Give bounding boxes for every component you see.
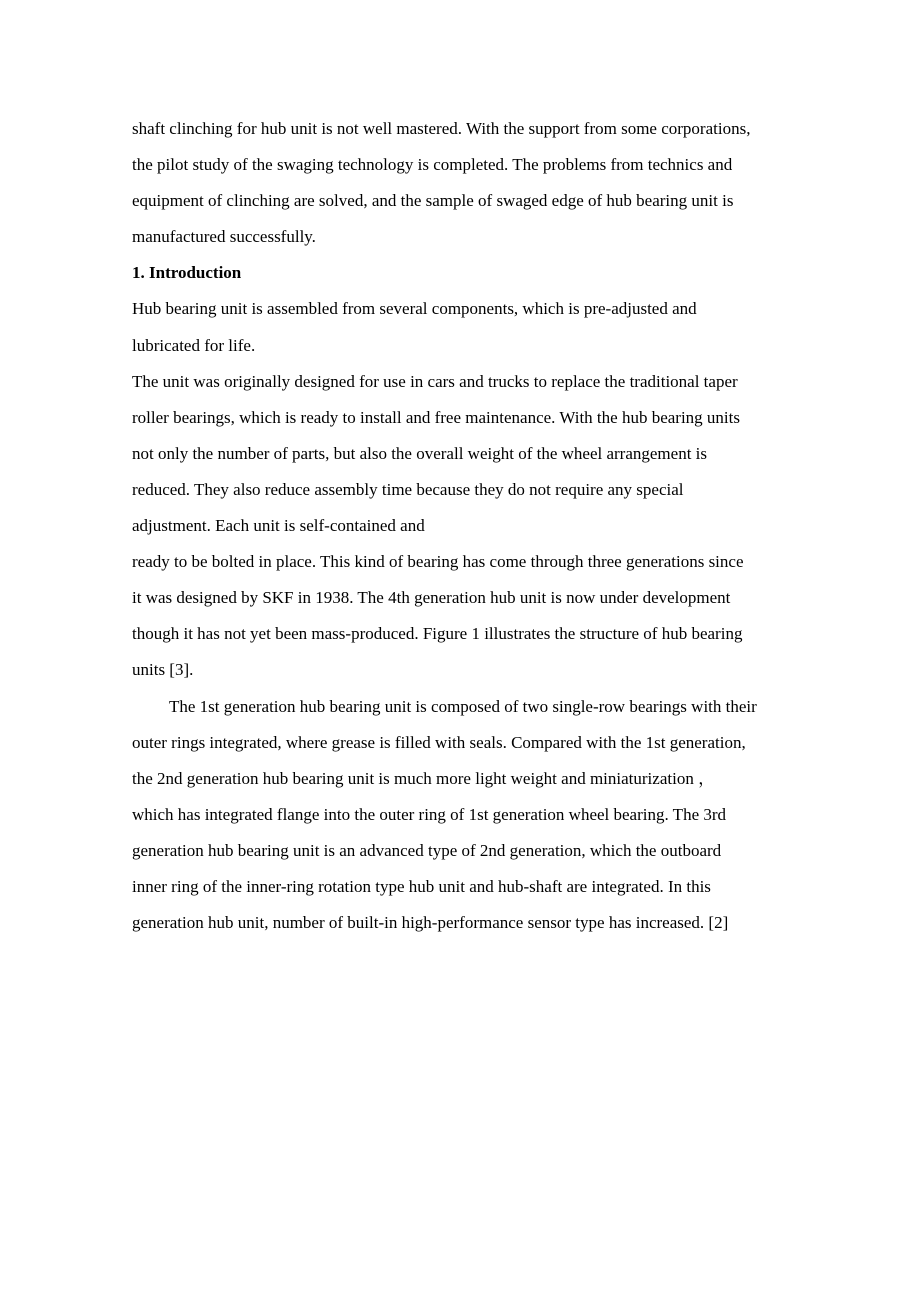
text-line: units [3]. bbox=[132, 660, 194, 680]
text-line: generation hub bearing unit is an advanced type of 2nd generation, which the outboard bbox=[132, 840, 722, 860]
text-line: the 2nd generation hub bearing unit is much more light weight and miniaturization ， bbox=[132, 768, 716, 788]
generations-paragraph bbox=[132, 693, 832, 946]
text-line: the pilot study of the swaging technology is completed. The problems from technics and bbox=[132, 155, 733, 175]
text-line: generation hub unit, number of built-in high-performance sensor type has increased. [2] bbox=[132, 913, 729, 933]
section-heading: 1. Introduction bbox=[132, 263, 242, 283]
text-line: inner ring of the inner-ring rotation type hub unit and hub-shaft are integrated. In this bbox=[132, 876, 711, 896]
document-body bbox=[132, 115, 832, 945]
text-line: shaft clinching for hub unit is not well mastered. With the support from some corporations, bbox=[132, 119, 751, 138]
intro-paragraph-1 bbox=[132, 295, 832, 367]
intro-paragraph-3 bbox=[132, 548, 832, 692]
text-line: ready to be bolted in place. This kind of bearing has come through three generations since bbox=[132, 552, 744, 572]
text-line: roller bearings, which is ready to install and free maintenance. With the hub bearing units bbox=[132, 407, 740, 427]
text-line: though it has not yet been mass-produced. Figure 1 illustrates the structure of hub bearing bbox=[132, 624, 743, 644]
text-line: The unit was originally designed for use in cars and trucks to replace the traditional taper bbox=[132, 371, 738, 391]
text-line: not only the number of parts, but also the overall weight of the wheel arrangement is bbox=[132, 443, 708, 463]
abstract-tail-paragraph bbox=[132, 115, 832, 259]
text-line: reduced. They also reduce assembly time because they do not require any special bbox=[132, 479, 684, 499]
intro-paragraph-2 bbox=[132, 368, 832, 548]
text-line: The 1st generation hub bearing unit is composed of two single-row bearings with their bbox=[169, 696, 757, 716]
text-line: adjustment. Each unit is self-contained and bbox=[132, 516, 425, 536]
text-line: lubricated for life. bbox=[132, 335, 256, 355]
text-line: manufactured successfully. bbox=[132, 227, 316, 247]
text-line: which has integrated flange into the outer ring of 1st generation wheel bearing. The 3rd bbox=[132, 804, 727, 824]
text-line: it was designed by SKF in 1938. The 4th generation hub unit is now under development bbox=[132, 588, 731, 608]
text-line: Hub bearing unit is assembled from several components, which is pre-adjusted and bbox=[132, 299, 697, 319]
text-line: outer rings integrated, where grease is filled with seals. Compared with the 1st generation, bbox=[132, 732, 746, 752]
text-line: equipment of clinching are solved, and the sample of swaged edge of hub bearing unit is bbox=[132, 191, 734, 211]
